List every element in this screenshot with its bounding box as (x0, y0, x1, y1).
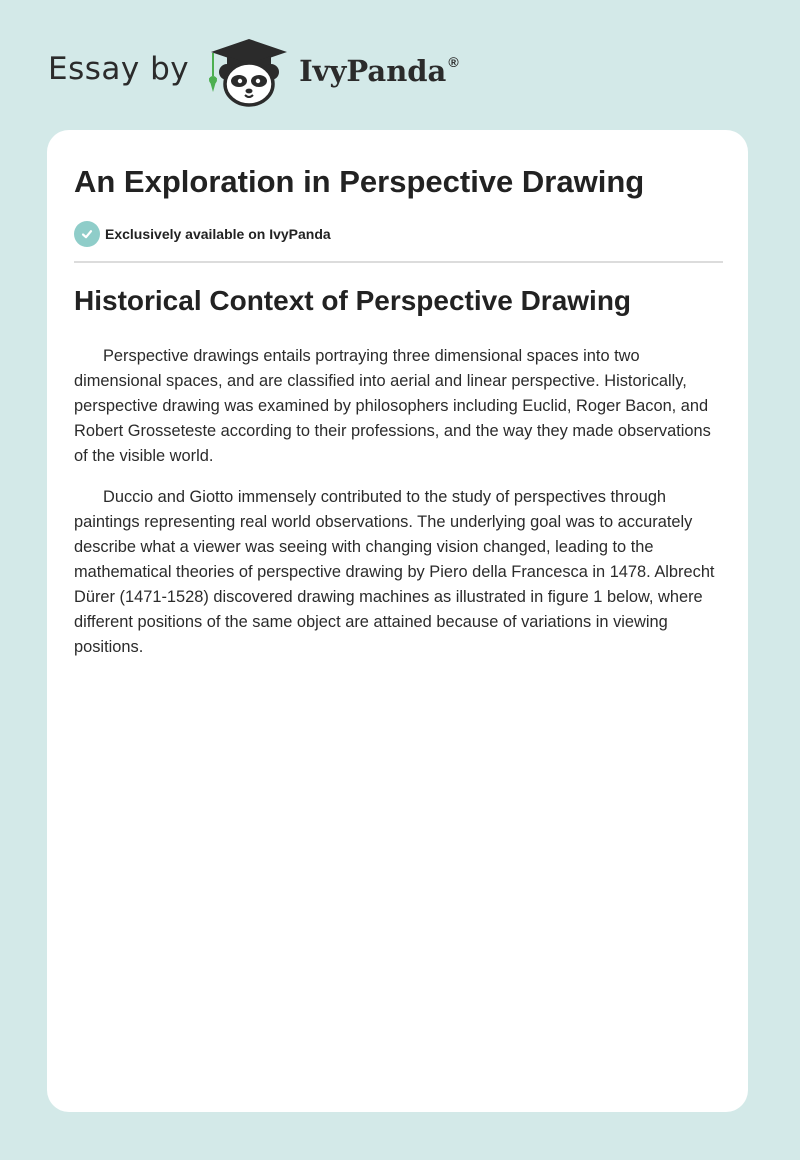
essay-title: An Exploration in Perspective Drawing (74, 164, 645, 199)
exclusive-label: Exclusively available on IvyPanda (105, 226, 331, 242)
essay-card (47, 130, 748, 1112)
essay-by-label: Essay by (48, 51, 190, 87)
essay-body (74, 344, 729, 676)
site-header (48, 36, 459, 108)
section-heading: Historical Context of Perspective Drawing (74, 285, 632, 316)
exclusive-badge (74, 221, 331, 247)
check-circle-icon (74, 221, 100, 247)
registered-mark: ® (448, 54, 459, 70)
paragraph: Perspective drawings entails portraying three dimensional spaces into two dimensional spaces, and are classified into aerial and linear perspective. Historically, perspective drawing was examined by philosophers including Euclid, Roger Bacon, and Robert Grosseteste according to their professions, and the way they made observations of the visible world. (74, 347, 711, 465)
brand-logo-text (299, 54, 459, 88)
paragraph: Duccio and Giotto immensely contributed to the study of perspectives through paintings representing real world observations. The underlying goal was to accurately describe what a viewer was seeing with changing vision changed, leading to the mathematical theories of perspective drawing by Piero della Francesca in 1478. Albrecht Dürer (1471-1528) discovered drawing machines as illustrated in figure 1 below, where different positions of the same object are attained because of variations in viewing positions. (74, 488, 715, 656)
brand-name: IvyPanda (299, 54, 447, 88)
divider (74, 261, 723, 263)
panda-graduate-icon (203, 36, 295, 108)
